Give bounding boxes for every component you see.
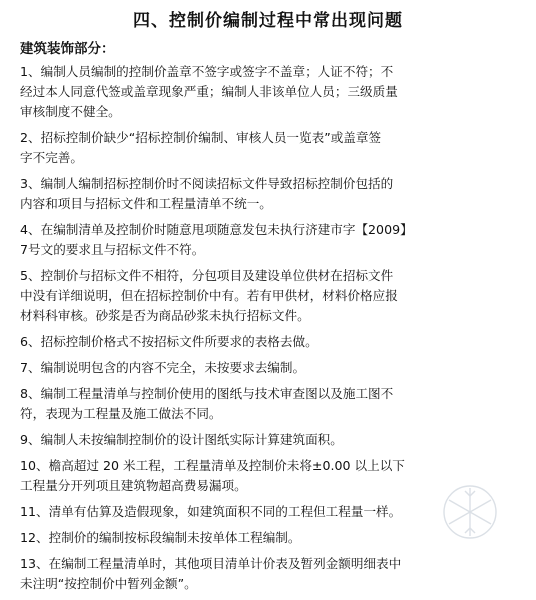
list-item: 1、编制人员编制的控制价盖章不签字或签字不盖章；人证不符；不 经过本人同意代签或盖章现象严重；编制人非该单位人员；三级质量 审核制度不健全。 <box>20 64 398 119</box>
list-item: 2、招标控制价缺少“招标控制价编制、审核人员一览表”或盖章签 字不完善。 <box>20 130 382 165</box>
issue-list <box>20 62 520 600</box>
section-heading: 建筑装饰部分： <box>20 41 115 57</box>
list-item: 6、招标控制价格式不按招标文件所要求的表格去做。 <box>20 334 318 349</box>
list-item: 7、编制说明包含的内容不完全，未按要求去编制。 <box>20 360 306 375</box>
list-item: 13、在编制工程量清单时，其他项目清单计价表及暂列金额明细表中 未注明“按控制价中暂列金额”。 <box>20 556 402 591</box>
list-item: 12、控制价的编制按标段编制未按单体工程编制。 <box>20 530 301 545</box>
list-item: 8、编制工程量清单与控制价使用的图纸与技术审查图以及施工图不 符，表现为工程量及施工做法不同。 <box>20 386 394 421</box>
list-item: 9、编制人未按编制控制价的设计图纸实际计算建筑面积。 <box>20 432 343 447</box>
page-title: 四、控制价编制过程中常出现问题 <box>133 11 403 31</box>
list-item: 5、控制价与招标文件不相符，分包项目及建设单位供材在招标文件 中没有详细说明，但在招标控制价中有。若有甲供材，材料价格应报 材料科审核。砂浆是否为商品砂浆未执行招标文件。 <box>20 268 398 323</box>
list-item: 4、在编制清单及控制价时随意甩项随意发包未执行济建市字【2009】 7号文的要求且与招标文件不符。 <box>20 222 413 257</box>
list-item: 11、清单有估算及造假现象，如建筑面积不同的工程但工程量一样。 <box>20 504 402 519</box>
list-item: 10、檐高超过 20 米工程，工程量清单及控制价未将±0.00 以上以下 工程量分开列项且建筑物超高费易漏项。 <box>20 458 405 493</box>
list-item: 3、编制人编制招标控制价时不阅读招标文件导致招标控制价包括的 内容和项目与招标文件和工程量清单不统一。 <box>20 176 394 211</box>
